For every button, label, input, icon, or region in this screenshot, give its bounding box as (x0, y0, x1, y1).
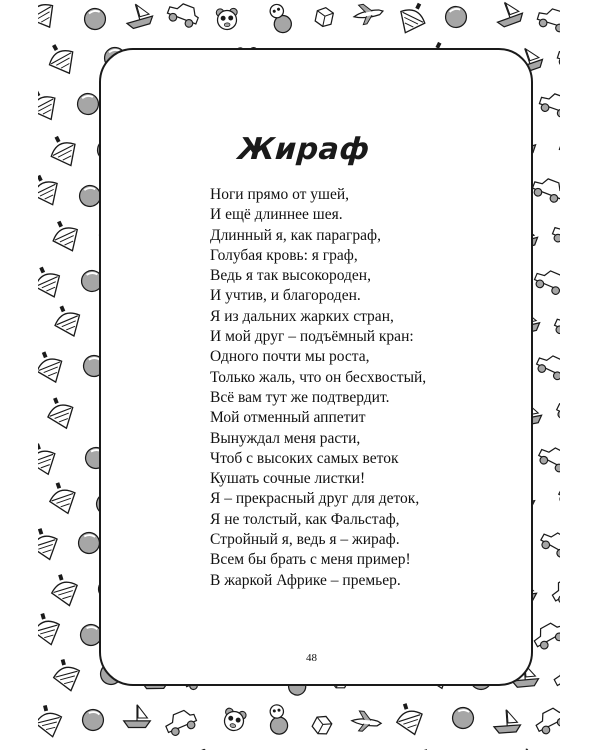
toy-car-icon (533, 705, 560, 737)
poem-line: В жаркой Африке – премьер. (210, 571, 401, 589)
ball-icon (79, 706, 106, 733)
toy-car-icon (532, 266, 560, 296)
poem-line: Чтоб с высоких самых веток (210, 449, 399, 467)
poem-line: Ведь я так высокороден, (210, 267, 371, 285)
toy-car-icon (556, 44, 560, 72)
toy-car-icon (550, 221, 560, 251)
spinning-top-icon (49, 301, 86, 341)
toy-car-icon (530, 175, 560, 205)
spinning-top-icon (38, 85, 63, 126)
toy-car-icon (556, 482, 560, 514)
poem-line: Я не толстый, как Фальстаф, (210, 510, 400, 528)
poem-line: И ещё длиннее шея. (210, 206, 343, 224)
teddy-bear-icon (216, 8, 238, 30)
poem-line: Кушать сочные листки! (210, 470, 366, 488)
ball-icon (76, 92, 100, 116)
toy-car-icon (552, 312, 560, 343)
spinning-top-icon (47, 216, 85, 257)
toy-car-icon (538, 90, 560, 119)
poem-line: Я из дальних жарких стран, (210, 307, 394, 325)
toy-car-icon (531, 619, 560, 651)
poem-line: Длинный я, как параграф, (210, 226, 381, 244)
poem-text (210, 185, 426, 591)
toy-boat-icon (123, 1, 155, 30)
spinning-top-icon (42, 393, 78, 433)
poem-line: Ноги прямо от ушей, (210, 186, 350, 203)
toy-car-icon (163, 707, 199, 737)
toy-boat-icon (492, 0, 525, 28)
toy-car-icon (534, 351, 560, 382)
toy-block-icon (310, 713, 333, 737)
toy-boat-icon (124, 705, 151, 728)
toy-car-icon (538, 527, 560, 559)
spinning-top-icon (38, 170, 65, 211)
toy-car-icon (549, 573, 560, 605)
poem-line: Всё вам тут же подтвердит. (210, 388, 390, 406)
poem-title: Жираф (236, 132, 371, 167)
spinning-top-icon (392, 700, 427, 739)
toy-boat-icon (493, 709, 521, 734)
spinning-top-icon (45, 479, 81, 518)
ball-icon (445, 6, 467, 28)
poem-line: Мой отменный аппетит (210, 409, 366, 427)
toy-block-icon (314, 6, 334, 28)
toy-car-icon (536, 443, 560, 475)
spinning-top-icon (47, 571, 82, 610)
toy-car-icon (557, 136, 560, 165)
toy-car-icon (551, 659, 560, 691)
toy-car-icon (536, 6, 560, 34)
spinning-top-icon (38, 439, 61, 478)
spinning-top-icon (38, 262, 66, 302)
spinning-top-icon (38, 525, 62, 564)
poem-line: Всем бы брать с меня пример! (210, 551, 411, 569)
spinning-top-icon (38, 347, 68, 387)
toy-car-icon (183, 747, 219, 750)
roly-poly-icon (267, 704, 288, 736)
spinning-top-icon (412, 746, 447, 750)
poem-line: И учтив, и благороден. (210, 287, 361, 305)
poem-line: Я – прекрасный друг для деток, (210, 490, 420, 508)
teddy-bear-icon (222, 707, 247, 732)
airplane-icon (351, 710, 382, 732)
spinning-top-icon (42, 39, 81, 80)
spinning-top-icon (38, 702, 66, 740)
spinning-top-icon (38, 0, 61, 34)
toy-car-icon (554, 397, 560, 428)
poem-line: Голубая кровь: я граф, (210, 246, 358, 264)
poem-line: Одного почти мы роста, (210, 348, 370, 366)
toy-car-icon (165, 0, 201, 29)
spinning-top-icon (38, 610, 64, 648)
page-number: 48 (306, 652, 317, 664)
poem-line: Стройный я, ведь я – жираф. (210, 531, 400, 549)
poem-line: Вынуждал меня расти, (210, 429, 361, 447)
spinning-top-icon (44, 131, 82, 172)
poem-line: И мой друг – подъёмный кран: (210, 328, 414, 346)
spinning-top-icon (393, 0, 431, 38)
roly-poly-icon (266, 1, 294, 35)
ball-icon (83, 7, 106, 30)
spinning-top-icon (50, 656, 84, 694)
airplane-icon (352, 1, 385, 26)
ball-icon (450, 705, 477, 732)
poem-line: Только жаль, что он бесхвостый, (210, 368, 427, 386)
